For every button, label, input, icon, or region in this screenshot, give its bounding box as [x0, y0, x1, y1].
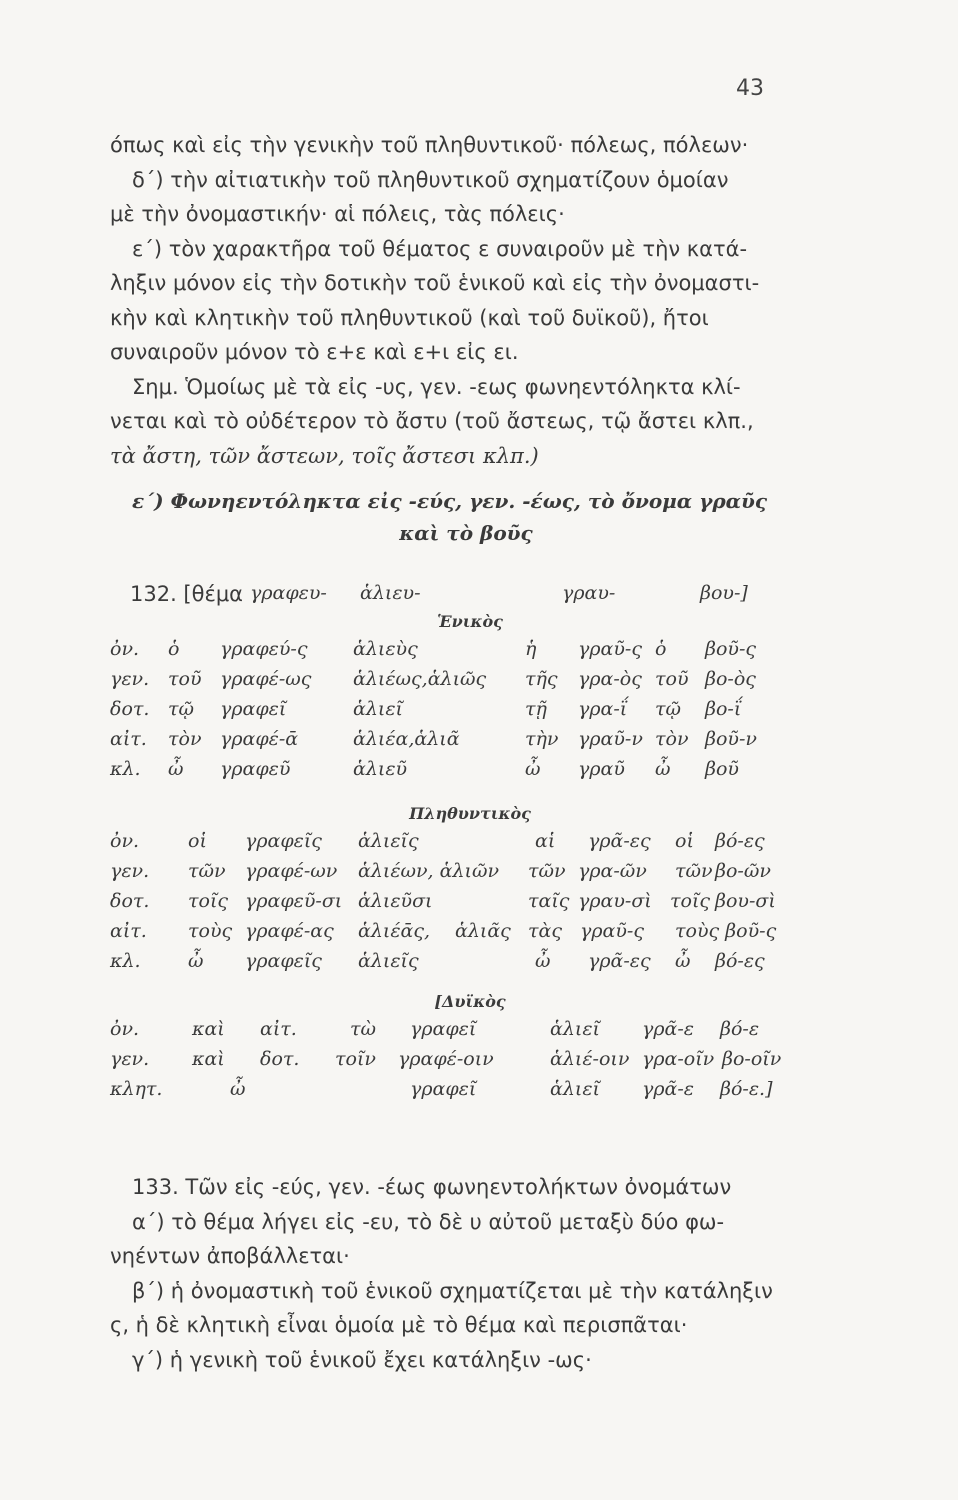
- table-row: [110, 830, 830, 860]
- table-cell: κλ.: [110, 758, 141, 780]
- table-cell: γραφέ-οιν: [398, 1048, 494, 1070]
- table-cell: ὦ: [230, 1078, 246, 1100]
- note-line: τὰ ἄστη, τῶν ἄστεων, τοῖς ἄστεσι κλπ.): [110, 443, 539, 468]
- table-cell: τῶν: [188, 860, 226, 882]
- table-row: [110, 1048, 830, 1078]
- table-cell: ἁλιέως,ἁλιῶς: [353, 668, 487, 690]
- table-cell: γεν.: [110, 668, 150, 690]
- table-cell: ὀν.: [110, 638, 140, 660]
- table-row: [110, 758, 830, 788]
- table-cell: ἁλιᾶς: [455, 920, 511, 942]
- table-cell: ἁλιεῖς: [358, 830, 419, 852]
- text-line: ε΄) τὸν χαρακτῆρα τοῦ θέματος ε συναιροῦν μὲ τὴν κατά-: [132, 236, 748, 261]
- table-cell: ὦ: [675, 950, 691, 972]
- table-cell: βο-ΐ: [705, 698, 742, 720]
- table-cell: τὰς: [528, 920, 562, 942]
- table-cell: γραφεύ-ς: [220, 638, 308, 660]
- table-row: [110, 638, 830, 668]
- table-row: [110, 1018, 830, 1048]
- table-cell: γραῦ-ν: [578, 728, 643, 750]
- table-cell: τῷ: [168, 698, 195, 720]
- text-line: κὴν καὶ κλητικὴν τοῦ πληθυντικοῦ (καὶ τοῦ δυϊκοῦ), ἤτοι: [110, 305, 709, 330]
- table-cell: ἁλιευ-: [360, 582, 421, 604]
- table-cell: γρα-ῶν: [578, 860, 647, 882]
- table-row: [110, 668, 830, 698]
- table-row: [110, 860, 830, 890]
- table-cell: δοτ.: [110, 890, 150, 912]
- table-cell: δοτ.: [260, 1048, 300, 1070]
- table-cell: γραφέ-ων: [245, 860, 338, 882]
- table-cell: γραφεῦ-σι: [245, 890, 343, 912]
- table-cell: βό-ες: [715, 950, 765, 972]
- table-cell: ἁλιεῖ: [550, 1078, 600, 1100]
- table-cell: ὦ: [188, 950, 204, 972]
- table-cell: ἁλιεῖ: [353, 698, 403, 720]
- page-number: 43: [736, 76, 764, 101]
- table-cell: γεν.: [110, 1048, 150, 1070]
- table-cell: τὸν: [655, 728, 689, 750]
- table-cell: τοῦ: [655, 668, 689, 690]
- table-cell: ἁλιέ-οιν: [550, 1048, 630, 1070]
- table-cell: βου-]: [700, 582, 748, 604]
- theme-row: [110, 582, 830, 612]
- table-cell: αἱ: [535, 830, 556, 852]
- table-cell: τοὺς: [188, 920, 233, 942]
- text-line: β΄) ἡ ὀνομαστικὴ τοῦ ἑνικοῦ σχηματίζεται μὲ τὴν κατάληξιν: [132, 1278, 773, 1303]
- text-line: συναιροῦν μόνον τὸ ε+ε καὶ ε+ι εἰς ει.: [110, 340, 519, 364]
- table-cell: ὦ: [655, 758, 671, 780]
- table-cell: βό-ες: [715, 830, 765, 852]
- table-cell: βο-ὸς: [705, 668, 756, 690]
- table-cell: γρα-ΐ: [578, 698, 628, 720]
- declension-table: [110, 582, 830, 1108]
- text-line: γ΄) ἡ γενικὴ τοῦ ἑνικοῦ ἔχει κατάληξιν -ως·: [132, 1347, 592, 1372]
- text-line: μὲ τὴν ὀνομαστικήν· αἱ πόλεις, τὰς πόλεις·: [110, 202, 565, 226]
- table-cell: τῶν: [528, 860, 566, 882]
- note-line: Σημ. Ὁμοίως μὲ τὰ εἰς -υς, γεν. -εως φωνηεντόληκτα κλί-: [132, 374, 741, 399]
- table-cell: ἁλιεὺς: [353, 638, 418, 660]
- table-cell: κλητ.: [110, 1078, 163, 1100]
- table-cell: γραφεῖ: [410, 1078, 477, 1100]
- table-cell: ἁλιεῖς: [358, 950, 419, 972]
- table-cell: ὁ: [168, 638, 180, 660]
- table-cell: βοῦ-ν: [705, 728, 757, 750]
- table-cell: γραφεῦ: [220, 758, 291, 780]
- table-cell: γρα-ὸς: [578, 668, 642, 690]
- table-cell: τῆς: [525, 668, 558, 690]
- table-cell: οἱ: [675, 830, 694, 852]
- table-cell: γραφεῖ: [410, 1018, 477, 1040]
- table-cell: 132. [θέμα: [130, 582, 244, 606]
- text-line: 133. Τῶν εἰς -εύς, γεν. -έως φωνηεντολήκτων ὀνομάτων: [132, 1175, 732, 1199]
- text-block-top: [110, 128, 822, 549]
- text-block-bottom: [110, 1170, 822, 1377]
- table-cell: ὀν.: [110, 1018, 140, 1040]
- text-line: ς, ἡ δὲ κλητικὴ εἶναι ὁμοία μὲ τὸ θέμα καὶ περισπᾶται·: [110, 1313, 688, 1337]
- table-cell: αἰτ.: [110, 920, 147, 942]
- text-line: α΄) τὸ θέμα λήγει εἰς -ευ, τὸ δὲ υ αὐτοῦ μεταξὺ δύο φω-: [132, 1209, 725, 1234]
- table-cell: τοῖν: [335, 1048, 376, 1070]
- text-line: νηέντων ἀποβάλλεται·: [110, 1244, 350, 1268]
- table-cell: τοῦ: [168, 668, 202, 690]
- table-cell: βό-ε.]: [720, 1078, 773, 1100]
- table-cell: ἁλιέων, ἁλιῶν: [358, 860, 500, 882]
- table-cell: γραφεῖς: [245, 950, 322, 972]
- table-row: [110, 698, 830, 728]
- table-row: [110, 728, 830, 758]
- table-cell: ἁλιεῖ: [550, 1018, 600, 1040]
- table-cell: ἁλιεῦσι: [358, 890, 433, 912]
- table-cell: γρᾶ-ε: [642, 1078, 694, 1100]
- section-heading: ε΄) Φωνηεντόληκτα εἰς -εύς, γεν. -έως, τὸ ὄνομα γραῦς: [132, 489, 768, 513]
- table-cell: γρα-οῖν: [642, 1048, 715, 1070]
- table-cell: γραφεῖς: [245, 830, 322, 852]
- table-cell: γραφεῖ: [220, 698, 287, 720]
- table-cell: ὦ: [168, 758, 184, 780]
- table-cell: ἁλιέᾱς,: [358, 920, 431, 942]
- table-cell: γραυ-: [562, 582, 616, 604]
- table-cell: ὦ: [535, 950, 551, 972]
- table-cell: ὀν.: [110, 830, 140, 852]
- table-row: [110, 920, 830, 950]
- table-cell: βοῦ: [705, 758, 739, 780]
- table-cell: οἱ: [188, 830, 207, 852]
- table-cell: τῇ: [525, 698, 547, 720]
- table-cell: γραφευ-: [250, 582, 327, 604]
- table-cell: τοὺς βοῦ-ς: [675, 920, 777, 942]
- text-line: ληξιν μόνον εἰς τὴν δοτικὴν τοῦ ἑνικοῦ καὶ εἰς τὴν ὀνομαστι-: [110, 271, 760, 295]
- table-cell: καὶ: [192, 1018, 225, 1040]
- table-cell: βοῦ-ς: [705, 638, 757, 660]
- dual-label: [Δυϊκὸς: [434, 992, 506, 1011]
- table-cell: ὦ: [525, 758, 541, 780]
- table-cell: αἰτ.: [260, 1018, 297, 1040]
- table-cell: τὴν: [525, 728, 559, 750]
- table-cell: γεν.: [110, 860, 150, 882]
- table-cell: τὼ: [350, 1018, 377, 1040]
- table-cell: γραυ-σὶ: [578, 890, 652, 912]
- table-cell: γρᾶ-ες: [588, 830, 651, 852]
- table-row: [110, 890, 830, 920]
- singular-label: Ἑνικὸς: [437, 612, 503, 631]
- table-cell: ταῖς: [528, 890, 570, 912]
- table-cell: βό-ε: [720, 1018, 760, 1040]
- table-cell: ὁ: [655, 638, 667, 660]
- table-cell: αἰτ.: [110, 728, 147, 750]
- table-cell: ἁλιεῦ: [353, 758, 408, 780]
- table-cell: τῶν: [675, 860, 713, 882]
- table-row: [110, 950, 830, 980]
- table-cell: γραῦ-ς: [580, 920, 644, 942]
- text-line: όπως καὶ εἰς τὴν γενικὴν τοῦ πληθυντικοῦ· πόλεως, πόλεων·: [110, 133, 749, 157]
- section-heading-continued: καὶ τὸ βοῦς: [399, 521, 533, 545]
- table-cell: ἁλιέα,ἁλιᾶ: [353, 728, 460, 750]
- note-line: νεται καὶ τὸ οὐδέτερον τὸ ἄστυ (τοῦ ἄστεως, τῷ ἄστει κλπ.,: [110, 409, 754, 433]
- table-cell: τοῖς: [670, 890, 711, 912]
- table-cell: γρᾶ-ες: [588, 950, 651, 972]
- table-cell: τὸν: [168, 728, 202, 750]
- table-cell: ἡ: [525, 638, 537, 660]
- table-cell: τοῖς: [188, 890, 229, 912]
- table-cell: γραῦ-ς: [578, 638, 642, 660]
- table-cell: βο-ῶν: [715, 860, 771, 882]
- plural-label: Πληθυντικὸς: [409, 804, 531, 823]
- table-cell: γραῦ: [578, 758, 625, 780]
- table-cell: γραφέ-ᾱ: [220, 728, 299, 750]
- text-line: δ΄) τὴν αἰτιατικὴν τοῦ πληθυντικοῦ σχηματίζουν ὁμοίαν: [132, 167, 729, 192]
- table-cell: κλ.: [110, 950, 141, 972]
- table-cell: γραφέ-ως: [220, 668, 312, 690]
- table-cell: καὶ: [192, 1048, 225, 1070]
- table-cell: τῷ: [655, 698, 682, 720]
- table-cell: γρᾶ-ε: [642, 1018, 694, 1040]
- table-row: [110, 1078, 830, 1108]
- table-cell: γραφέ-ας: [245, 920, 334, 942]
- table-cell: δοτ.: [110, 698, 150, 720]
- table-cell: βου-σὶ: [715, 890, 776, 912]
- table-cell: βο-οῖν: [722, 1048, 782, 1070]
